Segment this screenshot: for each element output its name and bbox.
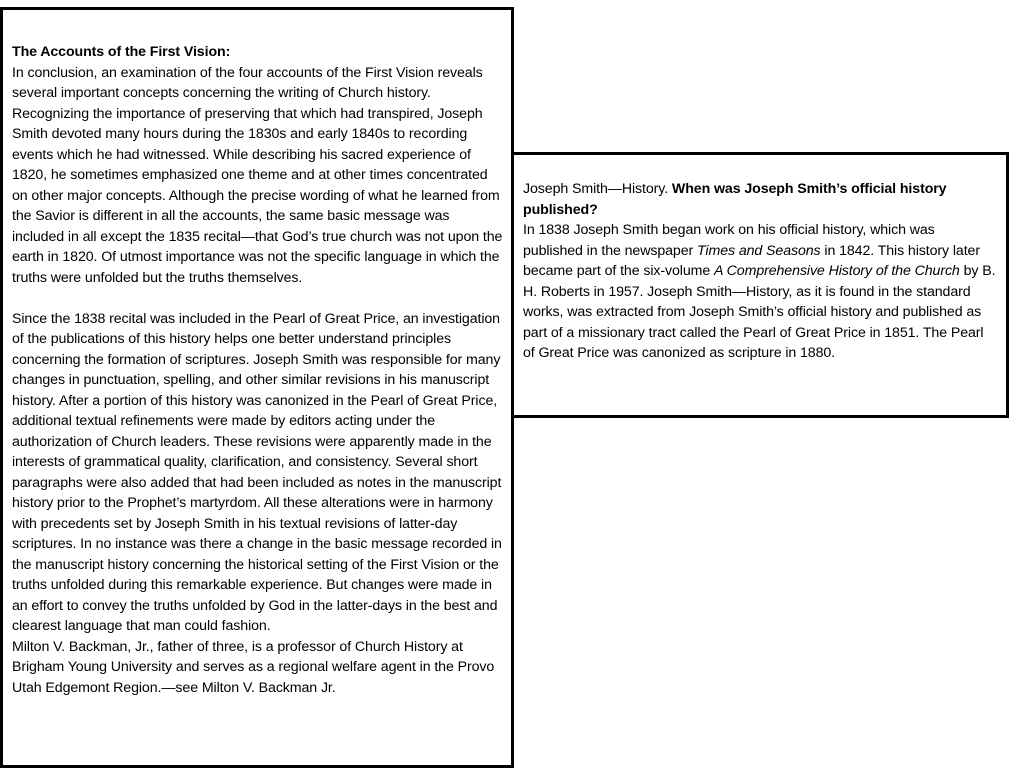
publication-paragraph: Since the 1838 recital was included in the Pearl of Great Price, an investigation of the publications of this history helps one better understand principles concerning the formation of scriptures. Joseph Smith was responsible for many changes in punctuation, spelling, and other similar revisions in his manuscript history. After a portion of this history was canonized in the Pearl of Great Price, additional textual refinements were made by editors acting under the authorization of Church leaders. These revisions were apparently made in the interests of grammatical quality, clarification, and consistency. Several short paragraphs were also added that had been included as notes in the manuscript history prior to the Prophet’s martyrdom. All these alterations were in harmony with precedents set by Joseph Smith in his textual revisions of latter-day scriptures. In no instance was there a change in the basic message recorded in the manuscript history concerning the historical setting of the First Vision or the truths unfolded during this remarkable experience. But changes were made in an effort to convey the truths unfolded by God in the latter-days in the best and clearest language that man could fashion. — [12, 310, 502, 634]
paragraph-spacer — [12, 288, 503, 309]
book-title: A Comprehensive History of the Church — [713, 263, 960, 279]
answer-part-3: by B. H. Roberts in 1957. Joseph Smith—History, as it is found in the standard works, was extracted from Joseph Smith’s official history and published as part of a missionary tract called the Pearl of Great Price in 1851. The Pearl of Great Price was canonized as scripture in 1880. — [523, 263, 996, 361]
history-answer — [523, 220, 998, 364]
history-question: When was Joseph Smith’s official history published? — [523, 181, 947, 218]
author-note: Milton V. Backman, Jr., father of three, is a professor of Church History at Brigham Young University and serves as a regional welfare agent in the Provo Utah Edgemont Region.—see Milton V. Backman Jr. — [12, 638, 495, 696]
conclusion-paragraph: In conclusion, an examination of the four accounts of the First Vision reveals several important concepts concerning the writing of Church history. Recognizing the importance of preserving that which had transpired, Joseph Smith devoted many hours during the 1830s and early 1840s to recording events which he had witnessed. While describing his sacred experience of 1820, he sometimes emphasized one theme and at other times concentrated on other major concepts. Although the precise wording of what he learned from the Savior is different in all the accounts, the same basic message was included in all except the 1835 recital—that God’s true church was not upon the earth in 1820. Of utmost importance was not the specific language in which the truths were unfolded but the truths themselves. — [12, 64, 503, 286]
newspaper-title: Times and Seasons — [696, 242, 821, 259]
history-publication-box — [511, 152, 1009, 418]
answer-part-2: in 1842. This history later became part of the six-volume — [523, 242, 980, 279]
history-intro: Joseph Smith—History. — [523, 181, 672, 197]
answer-part-1: In 1838 Joseph Smith began work on his official history, which was published in the newspaper — [523, 222, 935, 259]
section-heading: The Accounts of the First Vision: — [12, 44, 231, 60]
first-vision-text-box — [0, 7, 514, 768]
history-question-line — [523, 179, 998, 220]
